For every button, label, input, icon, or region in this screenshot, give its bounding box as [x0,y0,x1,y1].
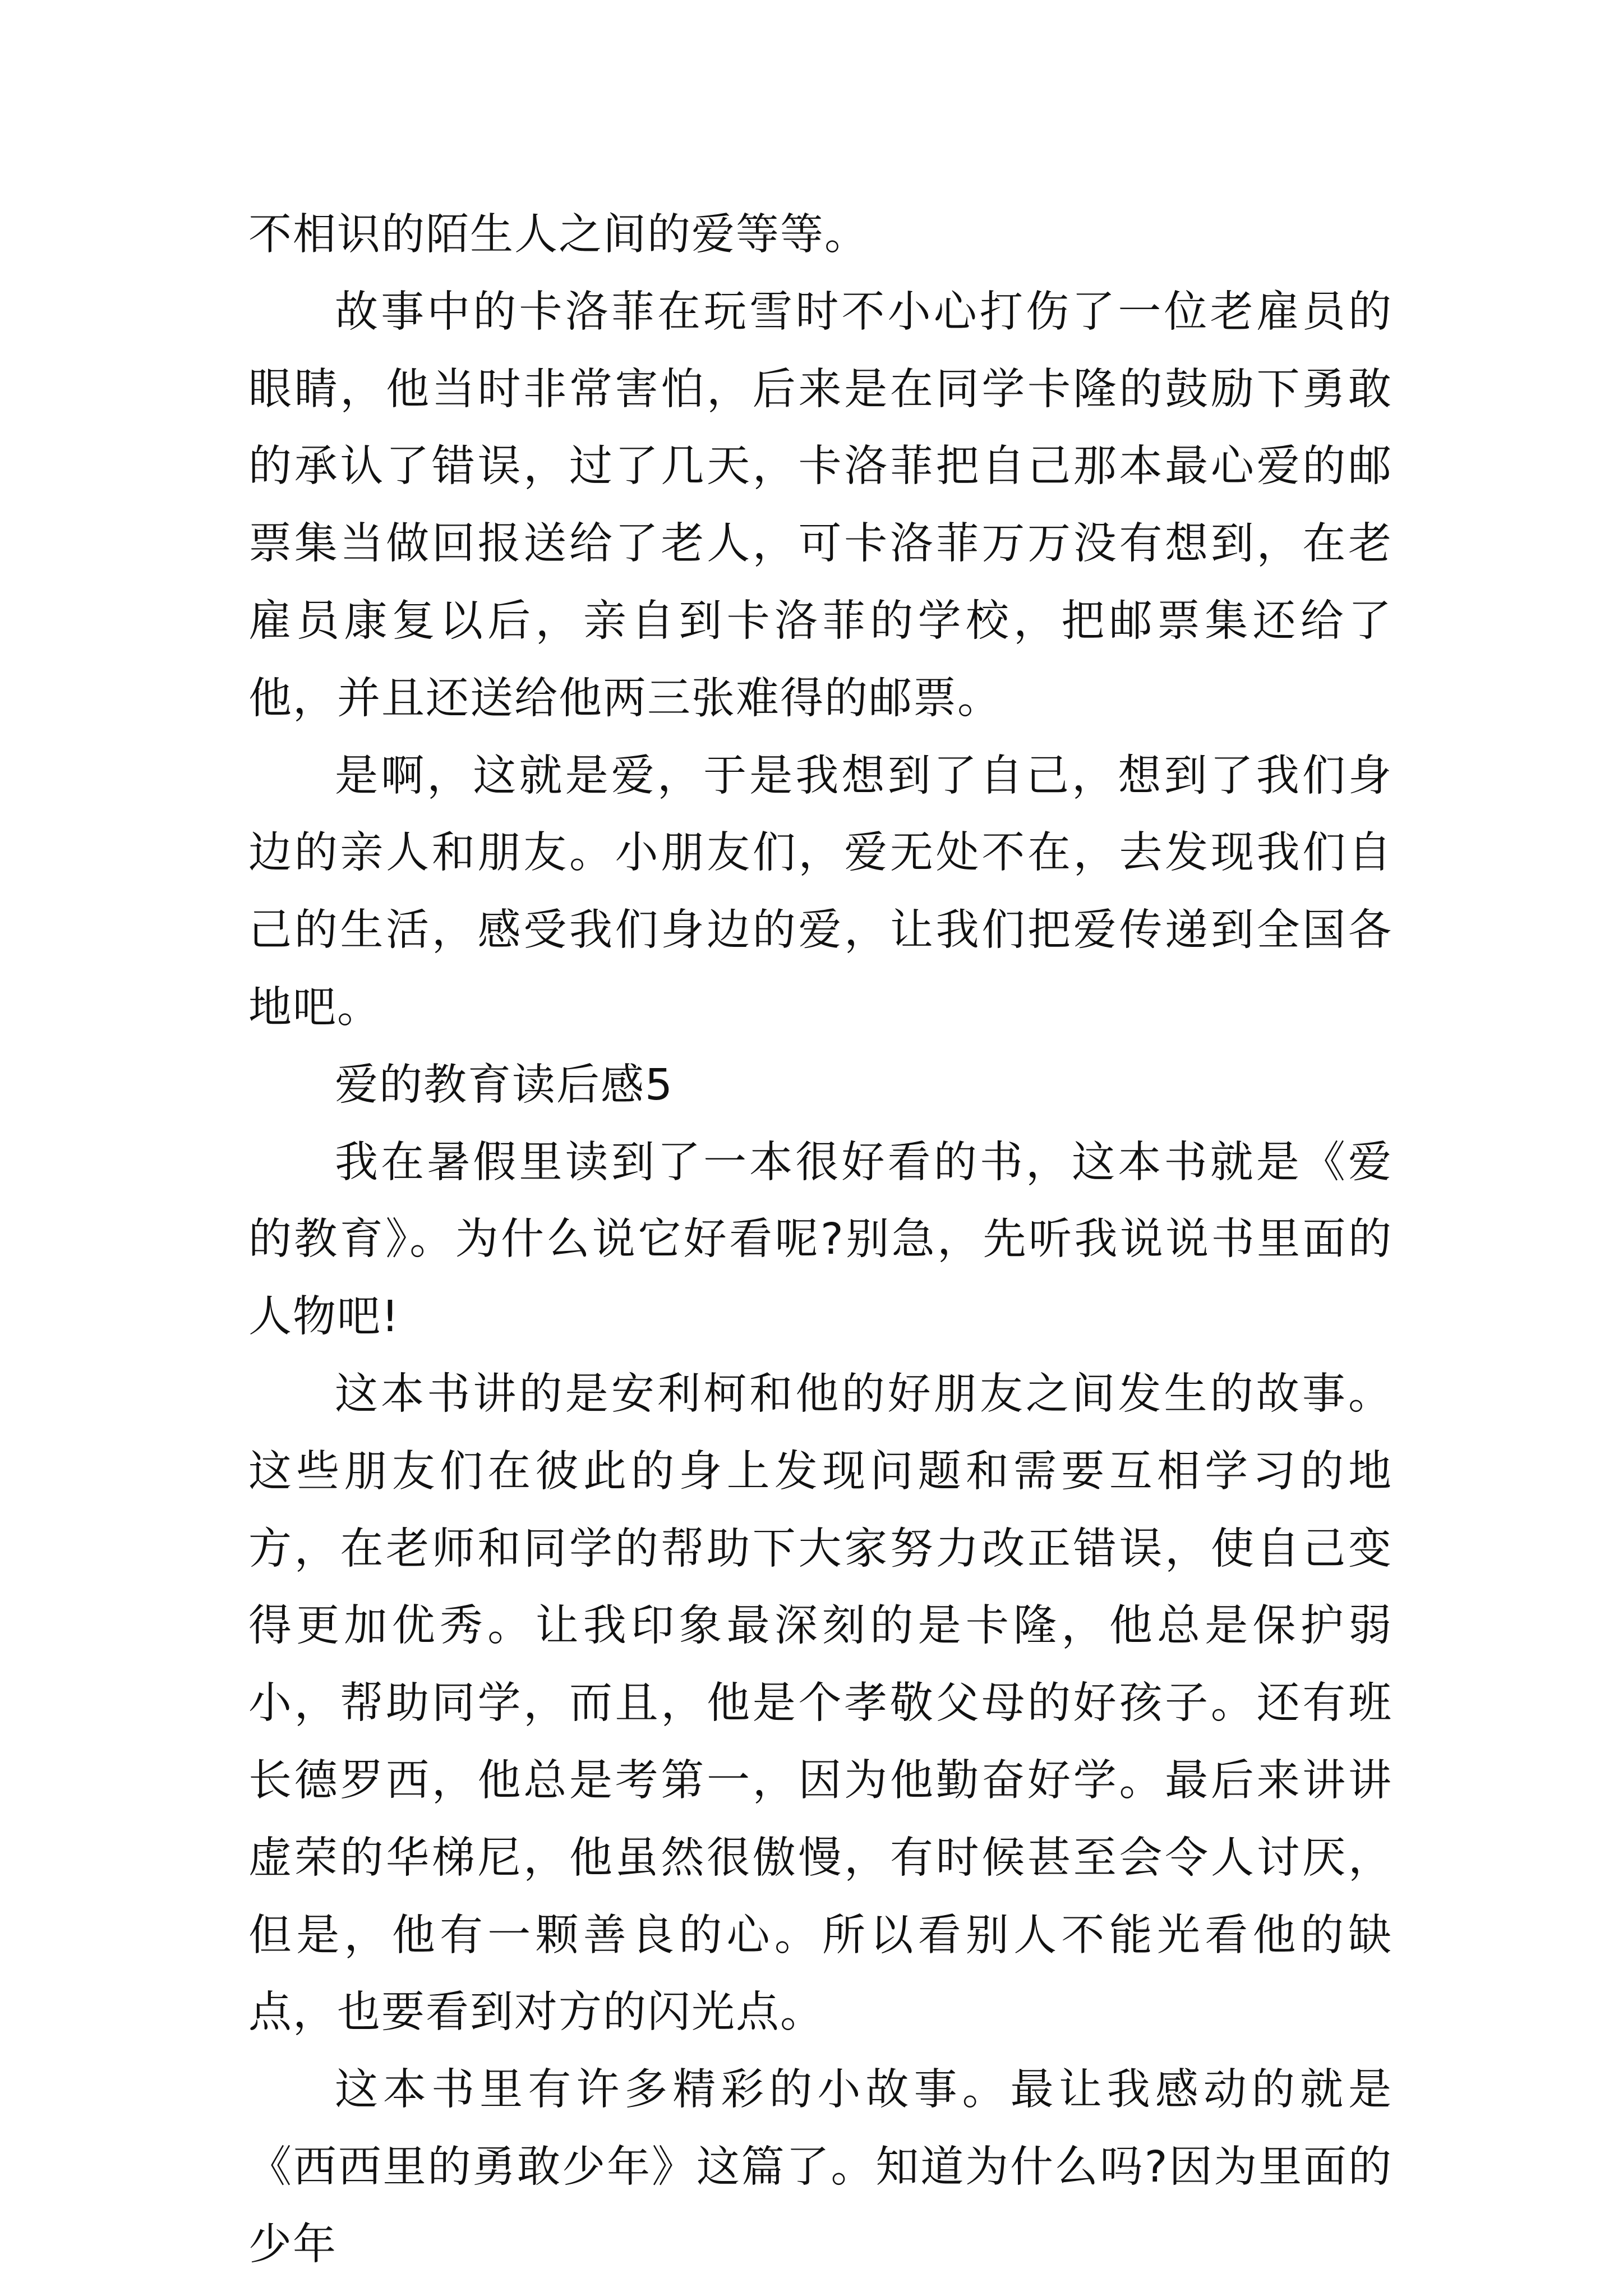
paragraph-continuation: 不相识的陌生人之间的爱等等。 [248,210,869,260]
paragraph-characters: 这本书讲的是安利柯和他的好朋友之间发生的故事。这些朋友们在彼此的身上发现问题和需要互相学习的地方，在老师和同学的帮助下大家努力改正错误，使自己变得更加优秀。让我印象最深刻的是卡隆，他总是保护弱小，帮助同学，而且，他是个孝敬父母的好孩子。还有班长德罗西，他总是考第一，因为他勤奋好学。最后来讲讲虚荣的华梯尼，他虽然很傲慢，有时候甚至会令人讨厌，但是，他有一颗善良的心。所以看别人不能光看他的缺点，也要看到对方的闪光点。 [248,1369,1393,2038]
document-body [248,196,1393,2284]
paragraph-intro: 我在暑假里读到了一本很好看的书，这本书就是《爱的教育》。为什么说它好看呢?别急，先听我说说书里面的人物吧! [248,1137,1393,1342]
section-heading: 爱的教育读后感5 [335,1060,674,1110]
paragraph-story-summary: 故事中的卡洛菲在玩雪时不小心打伤了一位老雇员的眼睛，他当时非常害怕，后来是在同学卡隆的鼓励下勇敢的承认了错误，过了几天，卡洛菲把自己那本最心爱的邮票集当做回报送给了老人，可卡洛菲万万没有想到，在老雇员康复以后，亲自到卡洛菲的学校，把邮票集还给了他，并且还送给他两三张难得的邮票。 [248,287,1393,724]
paragraph-stories: 这本书里有许多精彩的小故事。最让我感动的就是《西西里的勇敢少年》这篇了。知道为什么吗?因为里面的少年 [248,2065,1393,2270]
paragraph-reflection: 是啊，这就是爱，于是我想到了自己，想到了我们身边的亲人和朋友。小朋友们，爱无处不在，去发现我们自己的生活，感受我们身边的爱，让我们把爱传递到全国各地吧。 [248,751,1393,1033]
